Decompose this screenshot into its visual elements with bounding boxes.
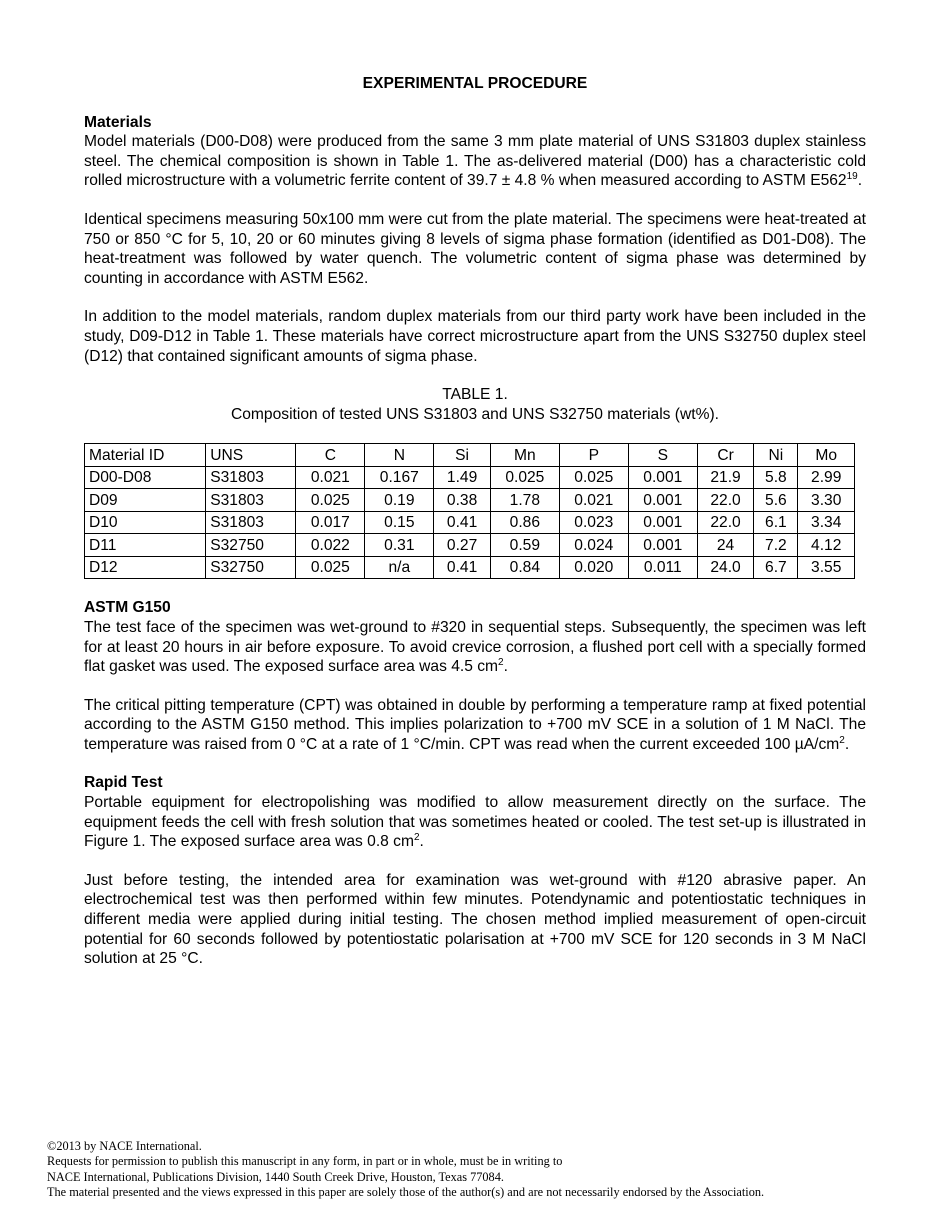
table-cell: 0.025 [296, 489, 365, 512]
table-cell: 3.55 [798, 556, 855, 579]
table-cell: 0.19 [365, 489, 434, 512]
table-cell: D12 [85, 556, 206, 579]
table-cell: 3.34 [798, 511, 855, 534]
table-row [85, 534, 855, 557]
materials-paragraph-1: Model materials (D00-D08) were produced from the same 3 mm plate material of UNS S31803 duplex stainless steel. The chemical composition is shown in Table 1. The as-delivered material (D00) has a characteristic cold rolled microstructure with a volumetric ferrite content of 39.7 ± 4.8 % when measured according to ASTM $E562^{19}$. [84, 133, 866, 190]
astm-heading: ASTM G150 [84, 599, 171, 617]
table-cell: 1.78 [490, 489, 559, 512]
table-cell: 0.15 [365, 511, 434, 534]
table-cell: 0.41 [434, 556, 491, 579]
table-row [85, 511, 855, 534]
table-cell: n/a [365, 556, 434, 579]
table-row [85, 489, 855, 512]
paper-page [84, 74, 866, 969]
table-cell: 21.9 [697, 466, 754, 489]
table-cell: 0.020 [559, 556, 628, 579]
rapid-paragraph-2: Just before testing, the intended area for examination was wet-ground with #120 abrasive paper. An electrochemical test was then performed within few minutes. Potendynamic and potentiostatic techniques in different media were applied during initial testing. The chosen method implied measurement of open-circuit potential for 60 seconds followed by potentiostatic polarisation at +700 mV SCE for 120 seconds in 3 M NaCl solution at 25 °C. [84, 871, 866, 968]
materials-heading: Materials [84, 113, 152, 131]
table-cell: 6.1 [754, 511, 798, 534]
table-cell: 0.27 [434, 534, 491, 557]
table-cell: S32750 [206, 556, 296, 579]
table-cell: S31803 [206, 489, 296, 512]
table-label: TABLE 1. [442, 386, 508, 404]
table-header-cell: UNS [206, 444, 296, 467]
rapid-test-heading: Rapid Test [84, 774, 163, 792]
table-row [85, 556, 855, 579]
table-cell: 7.2 [754, 534, 798, 557]
table-cell: 22.0 [697, 511, 754, 534]
table-cell: 1.49 [434, 466, 491, 489]
table-header-cell: N [365, 444, 434, 467]
table-header-cell: Material ID [85, 444, 206, 467]
table-header-cell: Mn [490, 444, 559, 467]
footer-line-1: ©2013 by NACE International. [47, 1139, 202, 1153]
table-cell: 0.001 [628, 489, 697, 512]
section-title: EXPERIMENTAL PROCEDURE [362, 75, 588, 92]
table-cell: 0.023 [559, 511, 628, 534]
table-header-cell: Mo [798, 444, 855, 467]
table-cell: D09 [85, 489, 206, 512]
table-cell: S32750 [206, 534, 296, 557]
table-cell: 0.38 [434, 489, 491, 512]
table-cell: S31803 [206, 511, 296, 534]
table-header-cell: C [296, 444, 365, 467]
table-cell: 0.025 [490, 466, 559, 489]
table-row [85, 466, 855, 489]
footer-line-3: NACE International, Publications Division, 1440 South Creek Drive, Houston, Texas 77084. [47, 1169, 504, 1184]
table-cell: 0.59 [490, 534, 559, 557]
table-cell: 0.001 [628, 534, 697, 557]
footer-line-4: The material presented and the views expressed in this paper are solely those of the author(s) and are not necessarily endorsed by the Association. [47, 1184, 765, 1199]
table-cell: 0.001 [628, 511, 697, 534]
table-cell: D10 [85, 511, 206, 534]
table-cell: 0.84 [490, 556, 559, 579]
table-header-row [85, 444, 855, 467]
table-cell: 3.30 [798, 489, 855, 512]
footer-line-2: Requests for permission to publish this manuscript in any form, in part or in whole, must be in writing to [47, 1154, 563, 1169]
table-header-cell: Ni [754, 444, 798, 467]
table-cell: 6.7 [754, 556, 798, 579]
table-caption: Composition of tested UNS S31803 and UNS S32750 materials (wt%). [231, 405, 719, 423]
rapid-paragraph-1: Portable equipment for electropolishing was modified to allow measurement directly on the surface. The equipment feeds the cell with fresh solution that was sometimes heated or cooled. The test set-up is illustrated in Figure 1. The exposed surface area was 0.8 $cm^2$. [84, 794, 866, 851]
table-cell: D00-D08 [85, 466, 206, 489]
composition-table [84, 443, 855, 579]
table-cell: 0.31 [365, 534, 434, 557]
table-cell: 4.12 [798, 534, 855, 557]
table-cell: 0.001 [628, 466, 697, 489]
table-cell: 0.025 [296, 556, 365, 579]
table-cell: 0.021 [559, 489, 628, 512]
table-cell: 0.024 [559, 534, 628, 557]
table-cell: D11 [85, 534, 206, 557]
table-cell: 2.99 [798, 466, 855, 489]
table-cell: 24 [697, 534, 754, 557]
table-header-cell: Cr [697, 444, 754, 467]
table-cell: 0.011 [628, 556, 697, 579]
table-cell: 0.167 [365, 466, 434, 489]
table-cell: 0.86 [490, 511, 559, 534]
table-header-cell: P [559, 444, 628, 467]
table-cell: 0.017 [296, 511, 365, 534]
copyright-footer [47, 1139, 907, 1200]
table-header-cell: Si [434, 444, 491, 467]
table-cell: 24.0 [697, 556, 754, 579]
materials-paragraph-2: Identical specimens measuring 50x100 mm were cut from the plate material. The specimens were heat-treated at 750 or 850 °C for 5, 10, 20 or 60 minutes giving 8 levels of sigma phase formation (identified as D01-D08). The heat-treatment was followed by water quench. The volumetric content of sigma phase was determined by counting in accordance with ASTM E562. [84, 210, 866, 287]
astm-paragraph-1: The test face of the specimen was wet-ground to #320 in sequential steps. Subsequently, the specimen was left for at least 20 hours in air before exposure. To avoid crevice corrosion, a flushed port cell with a specially formed flat gasket was used. The exposed surface area was 4.5 $cm^2$. [84, 618, 866, 676]
table-cell: 0.41 [434, 511, 491, 534]
astm-paragraph-2: The critical pitting temperature (CPT) was obtained in double by performing a temperature ramp at fixed potential according to the ASTM G150 method. This implies polarization to +700 mV SCE in a solution of 1 M NaCl. The temperature was raised from 0 °C at a rate of 1 °C/min. CPT was read when the current exceeded 100 $\mu A/cm^2$. [84, 696, 866, 753]
table-cell: 0.025 [559, 466, 628, 489]
table-cell: 5.6 [754, 489, 798, 512]
table-cell: 22.0 [697, 489, 754, 512]
table-header-cell: S [628, 444, 697, 467]
table-cell: 5.8 [754, 466, 798, 489]
table-cell: 0.021 [296, 466, 365, 489]
table-cell: S31803 [206, 466, 296, 489]
materials-paragraph-3: In addition to the model materials, random duplex materials from our third party work have been included in the study, D09-D12 in Table 1. These materials have correct microstructure apart from the UNS S32750 duplex steel (D12) that contained significant amounts of sigma phase. [84, 308, 866, 365]
table-cell: 0.022 [296, 534, 365, 557]
reference-19: 19 [846, 171, 858, 183]
